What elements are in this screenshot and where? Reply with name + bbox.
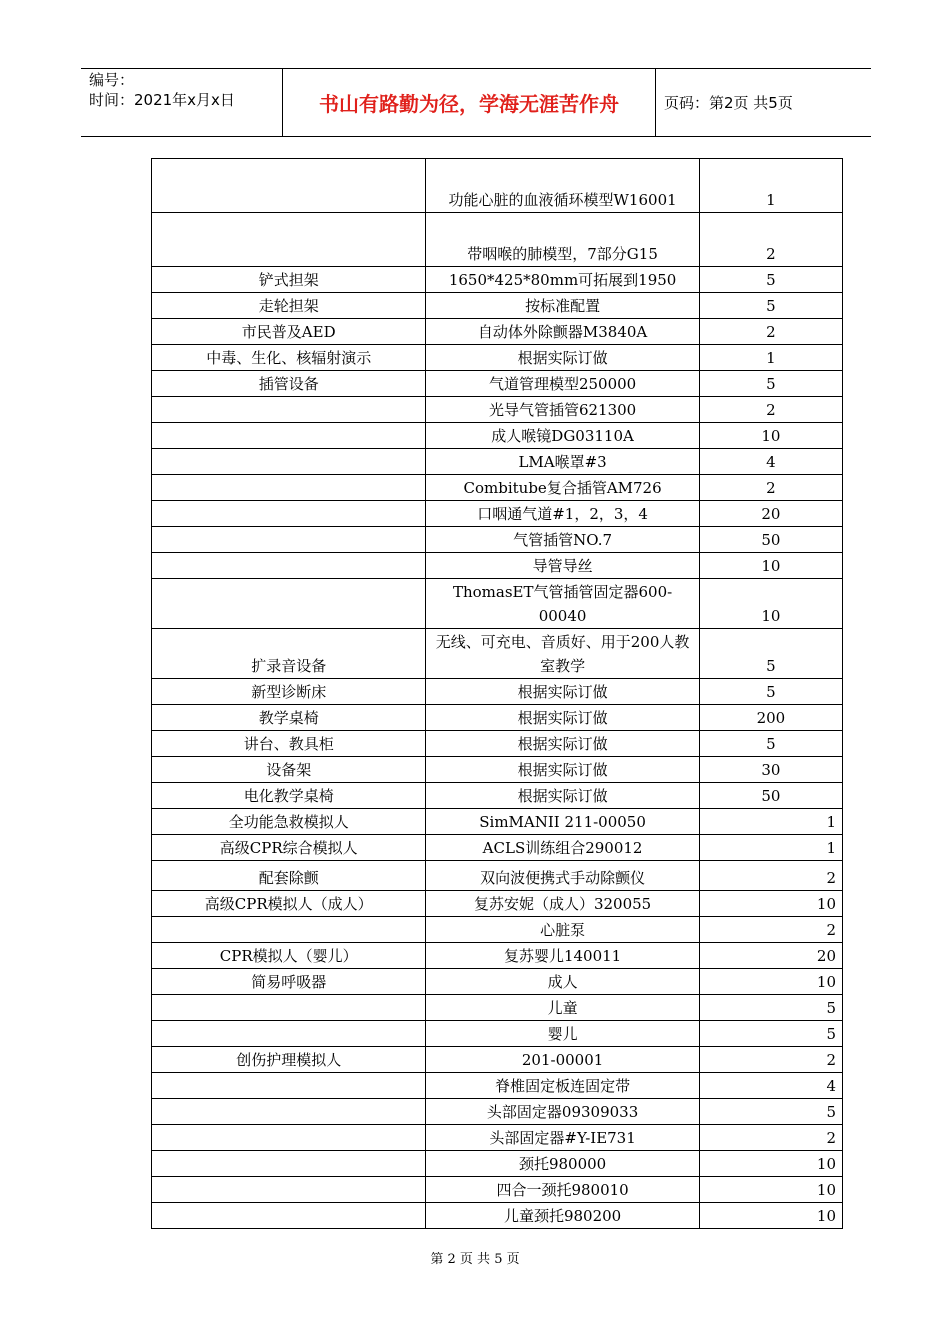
item-name-cell: [152, 501, 426, 527]
item-qty-cell: 2: [699, 1125, 842, 1151]
page-footer: 第 2 页 共 5 页: [430, 1252, 520, 1267]
item-spec-cell: SimMANII 211-00050: [426, 809, 699, 835]
table-row: [152, 553, 843, 579]
item-name-cell: 电化教学桌椅: [152, 783, 426, 809]
item-spec-cell: 复苏婴儿140011: [426, 943, 699, 969]
table-row: [152, 809, 843, 835]
item-qty-cell: 10: [699, 1151, 842, 1177]
table-row: [152, 917, 843, 943]
item-spec-cell: 气管插管NO.7: [426, 527, 699, 553]
item-qty-cell: 2: [699, 319, 842, 345]
item-name-cell: [152, 423, 426, 449]
item-qty-cell: 4: [699, 449, 842, 475]
table-row: [152, 679, 843, 705]
item-name-cell: [152, 917, 426, 943]
item-name-cell: 铲式担架: [152, 267, 426, 293]
table-row: [152, 213, 843, 267]
item-spec-cell: 双向波便携式手动除颤仪: [426, 861, 699, 891]
table-row: [152, 397, 843, 423]
item-qty-cell: 1: [699, 809, 842, 835]
table-row: [152, 423, 843, 449]
item-spec-cell: 1650*425*80mm可拓展到1950: [426, 267, 699, 293]
item-qty-cell: 1: [699, 159, 842, 213]
item-qty-cell: 10: [699, 1177, 842, 1203]
item-qty-cell: 50: [699, 527, 842, 553]
item-qty-cell: 5: [699, 1099, 842, 1125]
table-row: [152, 705, 843, 731]
item-qty-cell: 10: [699, 579, 842, 629]
table-row: [152, 1021, 843, 1047]
item-spec-cell: 根据实际订做: [426, 705, 699, 731]
item-spec-cell: 成人: [426, 969, 699, 995]
item-qty-cell: 5: [699, 1021, 842, 1047]
item-spec-cell: 光导气管插管621300: [426, 397, 699, 423]
item-spec-cell: 婴儿: [426, 1021, 699, 1047]
item-name-cell: [152, 1125, 426, 1151]
item-qty-cell: 5: [699, 731, 842, 757]
table-row: [152, 861, 843, 891]
item-name-cell: 插管设备: [152, 371, 426, 397]
item-qty-cell: 1: [699, 835, 842, 861]
item-spec-cell: 201-00001: [426, 1047, 699, 1073]
table-row: [152, 943, 843, 969]
item-spec-cell: 脊椎固定板连固定带: [426, 1073, 699, 1099]
item-qty-cell: 2: [699, 397, 842, 423]
item-qty-cell: 50: [699, 783, 842, 809]
item-spec-cell: ThomasET气管插管固定器600-00040: [426, 579, 699, 629]
item-name-cell: [152, 1021, 426, 1047]
item-qty-cell: 5: [699, 267, 842, 293]
header-page-label: 页码：第2页 共5页: [664, 94, 793, 112]
table-row: [152, 293, 843, 319]
item-name-cell: CPR模拟人（婴儿）: [152, 943, 426, 969]
table-row: [152, 783, 843, 809]
table-row: [152, 835, 843, 861]
item-qty-cell: 2: [699, 213, 842, 267]
table-row: [152, 527, 843, 553]
item-qty-cell: 5: [699, 995, 842, 1021]
table-row: [152, 267, 843, 293]
item-qty-cell: 5: [699, 293, 842, 319]
item-qty-cell: 4: [699, 1073, 842, 1099]
item-name-cell: [152, 1177, 426, 1203]
item-name-cell: 创伤护理模拟人: [152, 1047, 426, 1073]
table-row: [152, 629, 843, 679]
item-spec-cell: 头部固定器09309033: [426, 1099, 699, 1125]
item-qty-cell: 2: [699, 917, 842, 943]
item-qty-cell: 5: [699, 371, 842, 397]
item-name-cell: 新型诊断床: [152, 679, 426, 705]
header-divider: [655, 69, 656, 136]
item-name-cell: 教学桌椅: [152, 705, 426, 731]
item-name-cell: [152, 449, 426, 475]
item-qty-cell: 20: [699, 501, 842, 527]
document-number-label: 编号：: [89, 71, 135, 89]
item-qty-cell: 2: [699, 861, 842, 891]
table-row: [152, 1177, 843, 1203]
table-row: [152, 731, 843, 757]
item-spec-cell: 根据实际订做: [426, 757, 699, 783]
item-name-cell: 讲台、教具柜: [152, 731, 426, 757]
item-qty-cell: 1: [699, 345, 842, 371]
item-name-cell: [152, 527, 426, 553]
table-row: [152, 371, 843, 397]
item-spec-cell: 四合一颈托980010: [426, 1177, 699, 1203]
item-spec-cell: 头部固定器#Y-IE731: [426, 1125, 699, 1151]
table-row: [152, 1151, 843, 1177]
item-name-cell: 配套除颤: [152, 861, 426, 891]
item-spec-cell: 根据实际订做: [426, 679, 699, 705]
item-spec-cell: 根据实际订做: [426, 731, 699, 757]
item-spec-cell: 带咽喉的肺模型，7部分G15: [426, 213, 699, 267]
item-qty-cell: 10: [699, 1203, 842, 1229]
item-spec-cell: ACLS训练组合290012: [426, 835, 699, 861]
equipment-table: [151, 158, 843, 1229]
table-row: [152, 969, 843, 995]
item-spec-cell: 自动体外除颤器M3840A: [426, 319, 699, 345]
item-name-cell: 中毒、生化、核辐射演示: [152, 345, 426, 371]
item-qty-cell: 30: [699, 757, 842, 783]
item-qty-cell: 10: [699, 969, 842, 995]
item-spec-cell: 口咽通气道#1，2，3，4: [426, 501, 699, 527]
item-name-cell: [152, 213, 426, 267]
item-spec-cell: 根据实际订做: [426, 783, 699, 809]
item-name-cell: 设备架: [152, 757, 426, 783]
document-time-label: 时间：2021年x月x日: [89, 91, 235, 109]
item-qty-cell: 10: [699, 423, 842, 449]
item-name-cell: [152, 995, 426, 1021]
item-name-cell: [152, 553, 426, 579]
item-spec-cell: 心脏泵: [426, 917, 699, 943]
item-name-cell: [152, 1151, 426, 1177]
item-name-cell: 高级CPR综合模拟人: [152, 835, 426, 861]
table-row: [152, 319, 843, 345]
table-row: [152, 1203, 843, 1229]
item-name-cell: 简易呼吸器: [152, 969, 426, 995]
equipment-table-body: [152, 159, 843, 1229]
item-qty-cell: 10: [699, 553, 842, 579]
item-name-cell: [152, 1203, 426, 1229]
item-name-cell: [152, 1099, 426, 1125]
item-name-cell: 全功能急救模拟人: [152, 809, 426, 835]
table-row: [152, 475, 843, 501]
item-spec-cell: 颈托980000: [426, 1151, 699, 1177]
table-row: [152, 1125, 843, 1151]
item-name-cell: [152, 1073, 426, 1099]
table-row: [152, 449, 843, 475]
table-row: [152, 501, 843, 527]
item-spec-cell: 成人喉镜DG03110A: [426, 423, 699, 449]
table-row: [152, 757, 843, 783]
item-spec-cell: 复苏安妮（成人）320055: [426, 891, 699, 917]
table-row: [152, 579, 843, 629]
item-qty-cell: 10: [699, 891, 842, 917]
table-row: [152, 1099, 843, 1125]
table-row: [152, 995, 843, 1021]
table-row: [152, 159, 843, 213]
item-name-cell: [152, 397, 426, 423]
item-spec-cell: Combitube复合插管AM726: [426, 475, 699, 501]
item-name-cell: [152, 159, 426, 213]
table-row: [152, 891, 843, 917]
table-row: [152, 1047, 843, 1073]
item-spec-cell: LMA喉罩#3: [426, 449, 699, 475]
table-row: [152, 1073, 843, 1099]
item-qty-cell: 2: [699, 475, 842, 501]
item-spec-cell: 按标准配置: [426, 293, 699, 319]
item-spec-cell: 功能心脏的血液循环模型W16001: [426, 159, 699, 213]
item-qty-cell: 2: [699, 1047, 842, 1073]
item-name-cell: 市民普及AED: [152, 319, 426, 345]
item-spec-cell: 气道管理模型250000: [426, 371, 699, 397]
item-name-cell: [152, 579, 426, 629]
header-motto: 书山有路勤为径，学海无涯苦作舟: [319, 92, 619, 116]
item-qty-cell: 5: [699, 629, 842, 679]
item-qty-cell: 200: [699, 705, 842, 731]
item-spec-cell: 儿童: [426, 995, 699, 1021]
item-spec-cell: 无线、可充电、音质好、用于200人教室教学: [426, 629, 699, 679]
item-name-cell: 扩录音设备: [152, 629, 426, 679]
item-name-cell: 走轮担架: [152, 293, 426, 319]
header-bottom-rule: [81, 136, 871, 137]
item-spec-cell: 儿童颈托980200: [426, 1203, 699, 1229]
item-name-cell: 高级CPR模拟人（成人）: [152, 891, 426, 917]
table-row: [152, 345, 843, 371]
item-spec-cell: 根据实际订做: [426, 345, 699, 371]
item-qty-cell: 5: [699, 679, 842, 705]
header-meta: [89, 70, 235, 110]
item-name-cell: [152, 475, 426, 501]
item-spec-cell: 导管导丝: [426, 553, 699, 579]
item-qty-cell: 20: [699, 943, 842, 969]
